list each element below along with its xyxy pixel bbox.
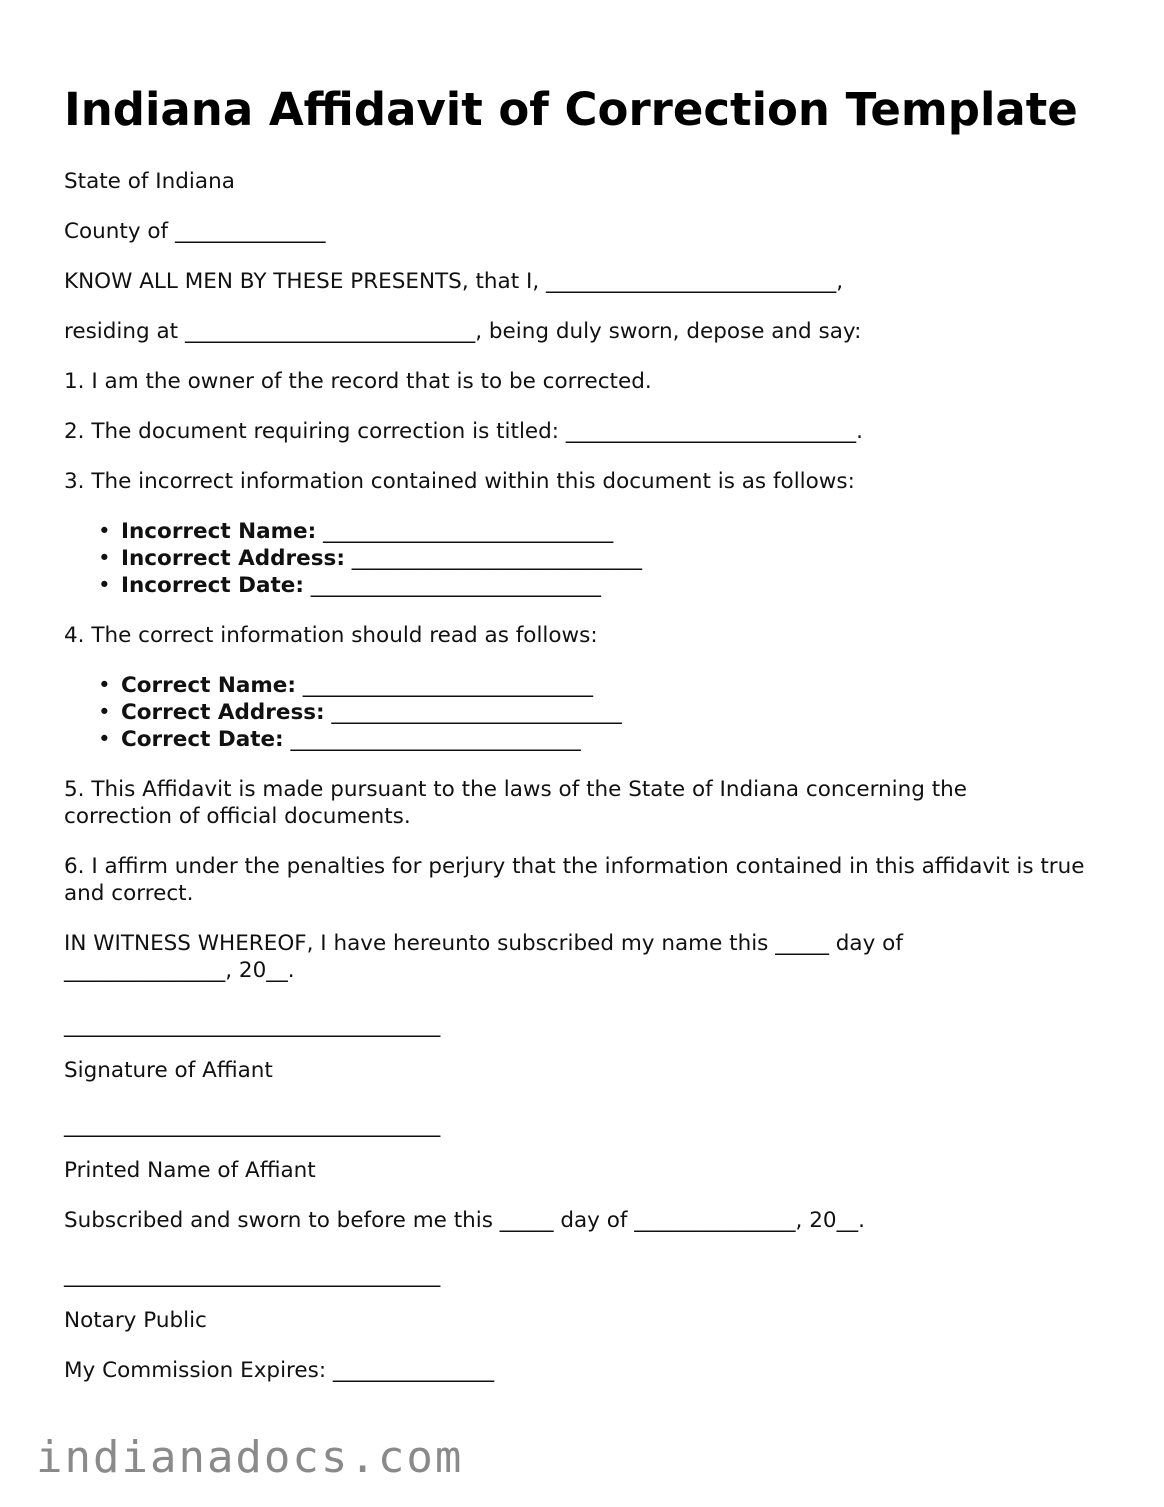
notary-label: Notary Public xyxy=(64,1308,207,1333)
field-label: Incorrect Date: xyxy=(121,573,304,598)
signature-label: Signature of Affiant xyxy=(64,1058,273,1083)
field-label: Correct Date: xyxy=(121,727,284,752)
item-5: 5. This Affidavit is made pursuant to the laws of the State of Indiana concerning the correction of official documents. xyxy=(64,777,968,829)
bullet-icon: • xyxy=(98,673,111,698)
field-blank: ___________________________ xyxy=(316,519,614,544)
printed-name-line: ___________________________________ xyxy=(64,1113,441,1138)
list-item xyxy=(98,672,622,699)
printed-name-label: Printed Name of Affiant xyxy=(64,1158,316,1183)
notary-signature-line: ___________________________________ xyxy=(64,1263,441,1288)
bullet-icon: • xyxy=(98,573,111,598)
bullet-icon: • xyxy=(98,727,111,752)
item-6: 6. I affirm under the penalties for perjury that the information contained in this affidavit is true and correct. xyxy=(64,854,1085,906)
field-label: Correct Name: xyxy=(121,673,296,698)
know-all-line: KNOW ALL MEN BY THESE PRESENTS, that I, ___________________________, xyxy=(64,269,844,294)
page-title: Indiana Affidavit of Correction Template xyxy=(64,83,1078,136)
field-blank: ___________________________ xyxy=(283,727,581,752)
list-item xyxy=(98,726,622,753)
signature-line: ___________________________________ xyxy=(64,1013,441,1038)
field-blank: ___________________________ xyxy=(324,700,622,725)
list-item xyxy=(98,699,622,726)
commission-line: My Commission Expires: _______________ xyxy=(64,1358,495,1383)
list-item xyxy=(98,518,642,545)
correct-info-list xyxy=(64,672,622,753)
field-label: Incorrect Address: xyxy=(121,546,345,571)
bullet-icon: • xyxy=(98,546,111,571)
field-blank: ___________________________ xyxy=(303,573,602,598)
item-1: 1. I am the owner of the record that is to be corrected. xyxy=(64,369,652,394)
county-line: County of ______________ xyxy=(64,219,326,244)
bullet-icon: • xyxy=(98,519,111,544)
field-blank: ___________________________ xyxy=(344,546,643,571)
witness-paragraph: IN WITNESS WHEREOF, I have hereunto subscribed my name this _____ day of _______________, 20__. xyxy=(64,931,903,983)
incorrect-info-list xyxy=(64,518,642,599)
item-4: 4. The correct information should read as follows: xyxy=(64,623,598,648)
list-item xyxy=(98,572,642,599)
field-label: Incorrect Name: xyxy=(121,519,317,544)
list-item xyxy=(98,545,643,572)
residing-line: residing at ___________________________, being duly sworn, depose and say: xyxy=(64,319,862,344)
watermark-text: indianadocs.com xyxy=(36,1432,464,1483)
item-2: 2. The document requiring correction is titled: ___________________________. xyxy=(64,419,863,444)
item-3: 3. The incorrect information contained within this document is as follows: xyxy=(64,469,855,494)
field-label: Correct Address: xyxy=(121,700,325,725)
state-line: State of Indiana xyxy=(64,169,235,194)
field-blank: ___________________________ xyxy=(295,673,594,698)
subscribed-line: Subscribed and sworn to before me this _____ day of _______________, 20__. xyxy=(64,1208,865,1233)
bullet-icon: • xyxy=(98,700,111,725)
